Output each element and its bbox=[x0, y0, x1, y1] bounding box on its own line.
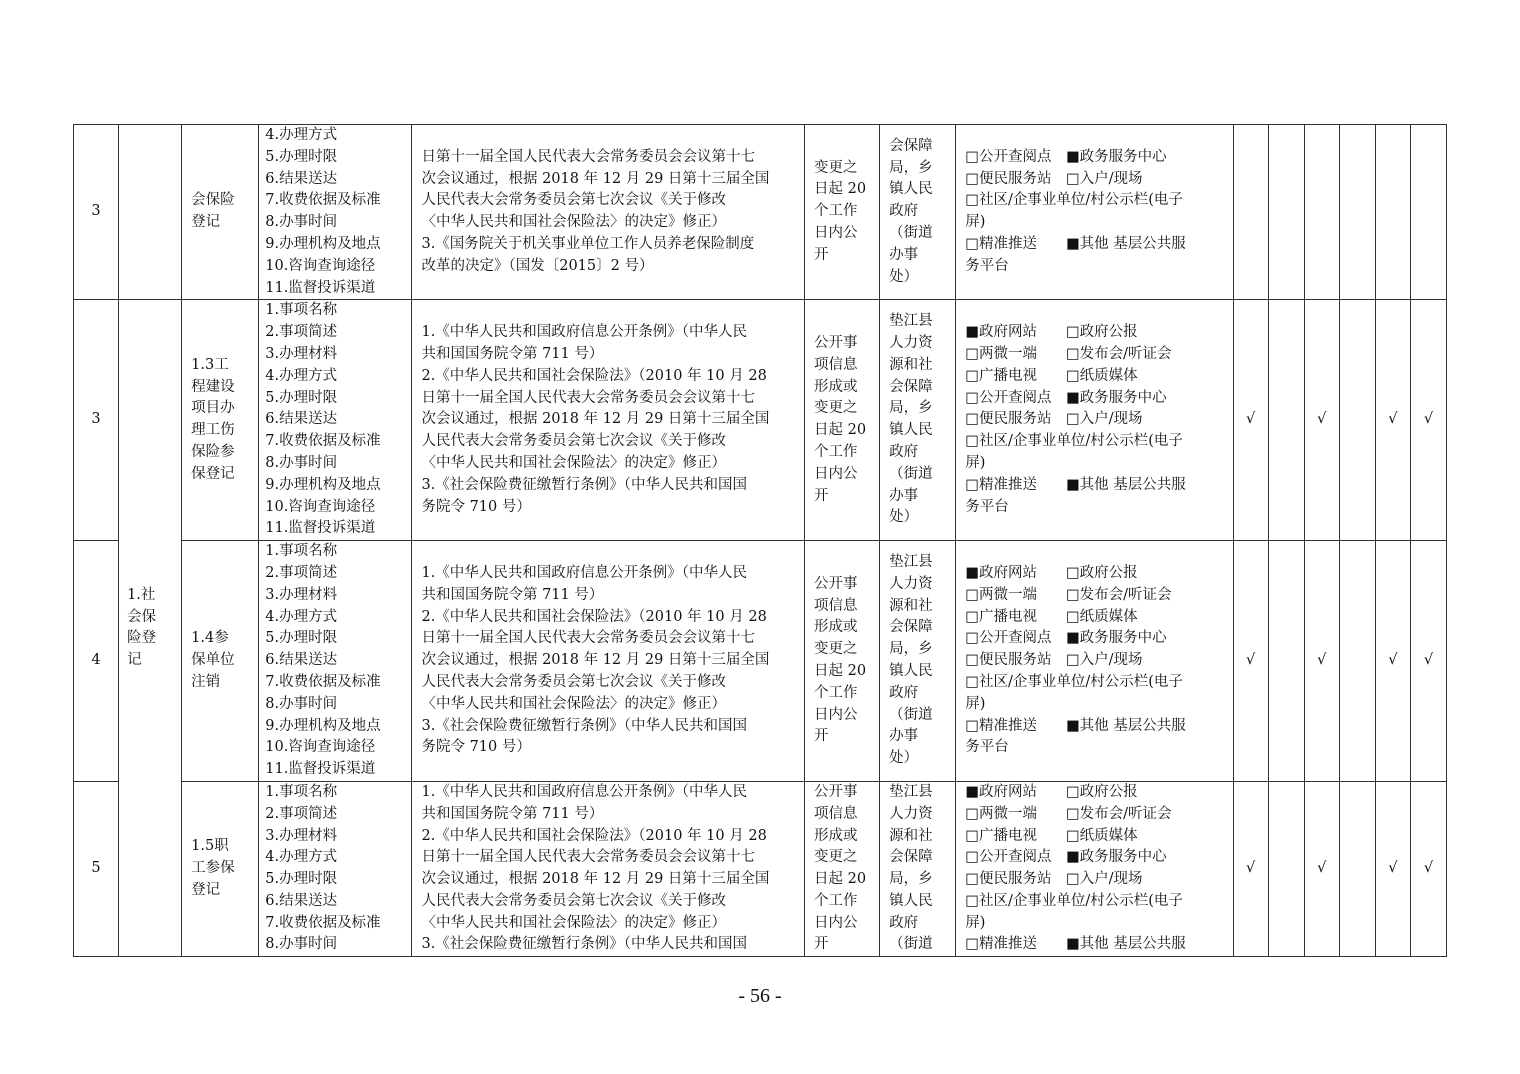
basis-line: 次会议通过，根据 2018 年 12 月 29 日第十三届全国 bbox=[421, 871, 770, 888]
time-limit-line: 项信息 bbox=[814, 805, 858, 822]
item-name: 1.4参保单位注销 bbox=[191, 630, 235, 690]
time-limit-line: 项信息 bbox=[814, 356, 858, 373]
content-line: 9.办理机构及地点 bbox=[265, 235, 381, 252]
contents-cell bbox=[259, 300, 412, 541]
subject-line: 垫江县 bbox=[889, 313, 933, 330]
content-line: 1.事项名称 bbox=[265, 302, 338, 319]
time-limit-line: 公开事 bbox=[814, 335, 858, 352]
subject-cell bbox=[880, 781, 956, 956]
content-line: 9.办理机构及地点 bbox=[265, 717, 381, 734]
basis-line: 务院令 710 号） bbox=[421, 498, 531, 515]
subject-line: （街道 bbox=[889, 706, 933, 723]
time-limit-line: 变更之 bbox=[814, 641, 858, 658]
basis-line: 日第十一届全国人民代表大会常务委员会会议第十七 bbox=[421, 389, 755, 406]
channel-line: ■政府网站 □政府公报 bbox=[965, 324, 1138, 341]
channel-line: □广播电视 □纸质媒体 bbox=[965, 367, 1138, 384]
check-cell bbox=[1410, 125, 1446, 300]
channel-line: □两微一端 □发布会/听证会 bbox=[965, 586, 1172, 603]
basis-cell bbox=[412, 125, 805, 300]
content-line: 4.办理方式 bbox=[265, 608, 338, 625]
check-cell: √ bbox=[1304, 541, 1339, 782]
time-limit-line: 日起 20 bbox=[814, 422, 867, 439]
subject-line: 政府 bbox=[889, 203, 919, 220]
subject-line: 源和社 bbox=[889, 827, 933, 844]
subject-line: 人力资 bbox=[889, 805, 933, 822]
time-limit-cell bbox=[805, 541, 880, 782]
time-limit-cell bbox=[805, 300, 880, 541]
item-name-cell bbox=[182, 125, 259, 300]
subject-line: 垫江县 bbox=[889, 783, 933, 800]
subject-line: （街道 bbox=[889, 225, 933, 242]
subject-line: 政府 bbox=[889, 684, 919, 701]
basis-line: 次会议通过，根据 2018 年 12 月 29 日第十三届全国 bbox=[421, 411, 770, 428]
page-number: - 56 - bbox=[738, 985, 782, 1007]
basis-line: 次会议通过，根据 2018 年 12 月 29 日第十三届全国 bbox=[421, 652, 770, 669]
content-line: 3.办理材料 bbox=[265, 827, 338, 844]
time-limit-line: 开 bbox=[814, 246, 829, 263]
content-line: 10.咨询查询途径 bbox=[265, 498, 376, 515]
check-cell: √ bbox=[1304, 781, 1339, 956]
check-cell bbox=[1339, 300, 1375, 541]
content-line: 4.办理方式 bbox=[265, 849, 338, 866]
subject-line: 会保障 bbox=[889, 849, 933, 866]
time-limit-line: 形成或 bbox=[814, 378, 858, 395]
channel-line: □公开查阅点 ■政务服务中心 bbox=[965, 849, 1167, 866]
basis-line: 〈中华人民共和国社会保险法〉的决定》修正） bbox=[421, 914, 726, 931]
time-limit-line: 日内公 bbox=[814, 706, 858, 723]
time-limit-line: 日内公 bbox=[814, 914, 858, 931]
time-limit-line: 开 bbox=[814, 487, 829, 504]
time-limit-line: 形成或 bbox=[814, 619, 858, 636]
basis-line: 〈中华人民共和国社会保险法〉的决定》修正） bbox=[421, 214, 726, 231]
channel-line: 屏) bbox=[965, 914, 986, 931]
basis-line: 〈中华人民共和国社会保险法〉的决定》修正） bbox=[421, 454, 726, 471]
row-number-cell: 4 bbox=[74, 541, 119, 782]
subject-line: 局，乡 bbox=[889, 641, 933, 658]
channels-cell bbox=[956, 300, 1233, 541]
check-cell: √ bbox=[1375, 300, 1410, 541]
content-line: 8.办事时间 bbox=[265, 214, 338, 231]
basis-line: 人民代表大会常务委员会第七次会议《关于修改 bbox=[421, 673, 726, 690]
time-limit-line: 公开事 bbox=[814, 783, 858, 800]
contents-cell bbox=[259, 125, 412, 300]
basis-line: 次会议通过，根据 2018 年 12 月 29 日第十三届全国 bbox=[421, 170, 770, 187]
channel-line: □精准推送 ■其他 基层公共服 bbox=[965, 936, 1186, 953]
subject-cell bbox=[880, 300, 956, 541]
subject-line: 人力资 bbox=[889, 575, 933, 592]
subject-line: 政府 bbox=[889, 444, 919, 461]
subject-line: 镇人民 bbox=[889, 663, 933, 680]
subject-line: 局，乡 bbox=[889, 400, 933, 417]
basis-line: 〈中华人民共和国社会保险法〉的决定》修正） bbox=[421, 695, 726, 712]
time-limit-line: 开 bbox=[814, 728, 829, 745]
time-limit-line: 项信息 bbox=[814, 597, 858, 614]
content-line: 5.办理时限 bbox=[265, 630, 338, 647]
content-line: 6.结果送达 bbox=[265, 652, 338, 669]
item-name: 1.5职工参保登记 bbox=[191, 838, 235, 898]
check-cell: √ bbox=[1233, 781, 1268, 956]
content-line: 9.办理机构及地点 bbox=[265, 476, 381, 493]
channel-line: ■政府网站 □政府公报 bbox=[965, 564, 1138, 581]
check-cell bbox=[1268, 541, 1304, 782]
check-cell: √ bbox=[1233, 300, 1268, 541]
channel-line: 屏) bbox=[965, 214, 986, 231]
subject-line: 会保障 bbox=[889, 619, 933, 636]
channel-line: □社区/企事业单位/村公示栏(电子 bbox=[965, 673, 1183, 690]
channel-line: □精准推送 ■其他 基层公共服 bbox=[965, 717, 1186, 734]
check-cell: √ bbox=[1410, 781, 1446, 956]
time-limit-line: 个工作 bbox=[814, 203, 858, 220]
check-cell bbox=[1304, 125, 1339, 300]
basis-cell bbox=[412, 541, 805, 782]
time-limit-line: 变更之 bbox=[814, 159, 858, 176]
content-line: 6.结果送达 bbox=[265, 892, 338, 909]
content-line: 6.结果送达 bbox=[265, 170, 338, 187]
time-limit-line: 日起 20 bbox=[814, 871, 867, 888]
basis-line: 2.《中华人民共和国社会保险法》（2010 年 10 月 28 bbox=[421, 827, 767, 844]
basis-line: 改革的决定》（国发〔2015〕2 号） bbox=[421, 257, 654, 274]
check-cell bbox=[1339, 781, 1375, 956]
subject-line: 局，乡 bbox=[889, 871, 933, 888]
channel-line: □便民服务站 □入户/现场 bbox=[965, 652, 1143, 669]
subject-line: 处） bbox=[889, 750, 919, 767]
time-limit-line: 变更之 bbox=[814, 400, 858, 417]
row-number-cell: 3 bbox=[74, 125, 119, 300]
table-row bbox=[74, 781, 1447, 956]
channel-line: □公开查阅点 ■政务服务中心 bbox=[965, 630, 1167, 647]
basis-line: 1.《中华人民共和国政府信息公开条例》（中华人民 bbox=[421, 324, 748, 341]
check-cell: √ bbox=[1375, 541, 1410, 782]
channel-line: □广播电视 □纸质媒体 bbox=[965, 608, 1138, 625]
time-limit-line: 开 bbox=[814, 936, 829, 953]
basis-line: 人民代表大会常务委员会第七次会议《关于修改 bbox=[421, 433, 726, 450]
channel-line: □广播电视 □纸质媒体 bbox=[965, 827, 1138, 844]
content-line: 5.办理时限 bbox=[265, 389, 338, 406]
subject-line: 垫江县 bbox=[889, 554, 933, 571]
content-line: 4.办理方式 bbox=[265, 127, 338, 143]
content-line: 8.办事时间 bbox=[265, 454, 338, 471]
basis-line: 共和国国务院令第 711 号） bbox=[421, 805, 604, 822]
time-limit-cell bbox=[805, 781, 880, 956]
subject-line: （街道 bbox=[889, 465, 933, 482]
time-limit-cell bbox=[805, 125, 880, 300]
basis-cell bbox=[412, 300, 805, 541]
basis-line: 3.《社会保险费征缴暂行条例》（中华人民共和国国 bbox=[421, 476, 748, 493]
basis-line: 务院令 710 号） bbox=[421, 739, 531, 756]
time-limit-line: 形成或 bbox=[814, 827, 858, 844]
time-limit-line: 个工作 bbox=[814, 444, 858, 461]
basis-line: 人民代表大会常务委员会第七次会议《关于修改 bbox=[421, 192, 726, 209]
check-cell: √ bbox=[1304, 300, 1339, 541]
subject-line: 人力资 bbox=[889, 335, 933, 352]
channel-line: □社区/企事业单位/村公示栏(电子 bbox=[965, 433, 1183, 450]
basis-line: 3.《社会保险费征缴暂行条例》（中华人民共和国国 bbox=[421, 936, 748, 953]
content-line: 2.事项简述 bbox=[265, 564, 338, 581]
subject-line: 源和社 bbox=[889, 356, 933, 373]
time-limit-line: 公开事 bbox=[814, 575, 858, 592]
basis-line: 2.《中华人民共和国社会保险法》（2010 年 10 月 28 bbox=[421, 367, 767, 384]
channel-line: 屏) bbox=[965, 695, 986, 712]
time-limit-line: 日起 20 bbox=[814, 181, 867, 198]
channels-cell bbox=[956, 541, 1233, 782]
subject-line: 会保障 bbox=[889, 378, 933, 395]
channel-line: □社区/企事业单位/村公示栏(电子 bbox=[965, 892, 1183, 909]
channel-line: 务平台 bbox=[965, 739, 1009, 756]
content-line: 8.办事时间 bbox=[265, 695, 338, 712]
subject-line: 办事 bbox=[889, 246, 919, 263]
channel-line: 屏) bbox=[965, 454, 986, 471]
basis-line: 共和国国务院令第 711 号） bbox=[421, 345, 604, 362]
content-line: 8.办事时间 bbox=[265, 936, 338, 953]
content-line: 7.收费依据及标准 bbox=[265, 433, 381, 450]
item-name-cell bbox=[182, 781, 259, 956]
content-line: 2.事项简述 bbox=[265, 805, 338, 822]
check-cell bbox=[1268, 125, 1304, 300]
category-label: 1.社会保险登记 bbox=[127, 586, 157, 669]
basis-line: 日第十一届全国人民代表大会常务委员会会议第十七 bbox=[421, 630, 755, 647]
subject-line: 办事 bbox=[889, 728, 919, 745]
content-line: 5.办理时限 bbox=[265, 148, 338, 165]
subject-line: 源和社 bbox=[889, 597, 933, 614]
subject-cell bbox=[880, 541, 956, 782]
content-line: 7.收费依据及标准 bbox=[265, 673, 381, 690]
basis-line: 共和国国务院令第 711 号） bbox=[421, 586, 604, 603]
channel-line: □精准推送 ■其他 基层公共服 bbox=[965, 235, 1186, 252]
check-cell bbox=[1375, 125, 1410, 300]
content-line: 10.咨询查询途径 bbox=[265, 739, 376, 756]
row-number-cell: 5 bbox=[74, 781, 119, 956]
channel-line: □精准推送 ■其他 基层公共服 bbox=[965, 476, 1186, 493]
time-limit-line: 日内公 bbox=[814, 465, 858, 482]
subject-line: 镇人民 bbox=[889, 181, 933, 198]
subject-line: 处） bbox=[889, 509, 919, 526]
channel-line: □便民服务站 □入户/现场 bbox=[965, 411, 1143, 428]
channels-cell bbox=[956, 781, 1233, 956]
subject-line: 政府 bbox=[889, 914, 919, 931]
basis-line: 日第十一届全国人民代表大会常务委员会会议第十七 bbox=[421, 849, 755, 866]
basis-line: 日第十一届全国人民代表大会常务委员会会议第十七 bbox=[421, 148, 755, 165]
subject-line: 镇人民 bbox=[889, 422, 933, 439]
check-cell bbox=[1268, 300, 1304, 541]
category-cell bbox=[119, 300, 182, 957]
subject-line: 处） bbox=[889, 268, 919, 285]
basis-cell bbox=[412, 781, 805, 956]
check-cell bbox=[1268, 781, 1304, 956]
content-line: 3.办理材料 bbox=[265, 345, 338, 362]
basis-line: 人民代表大会常务委员会第七次会议《关于修改 bbox=[421, 892, 726, 909]
time-limit-line: 日内公 bbox=[814, 225, 858, 242]
subject-line: 局，乡 bbox=[889, 159, 933, 176]
basis-line: 1.《中华人民共和国政府信息公开条例》（中华人民 bbox=[421, 783, 748, 800]
row-number-cell: 3 bbox=[74, 300, 119, 541]
contents-cell bbox=[259, 541, 412, 782]
table-row bbox=[74, 125, 1447, 300]
table-row bbox=[74, 541, 1447, 782]
time-limit-line: 个工作 bbox=[814, 684, 858, 701]
subject-line: 办事 bbox=[889, 487, 919, 504]
content-line: 1.事项名称 bbox=[265, 543, 338, 560]
category-cell-top bbox=[119, 125, 182, 300]
basis-line: 3.《社会保险费征缴暂行条例》（中华人民共和国国 bbox=[421, 717, 748, 734]
content-line: 11.监督投诉渠道 bbox=[265, 520, 376, 537]
channel-line: 务平台 bbox=[965, 498, 1009, 515]
channel-line: 务平台 bbox=[965, 257, 1009, 274]
content-line: 6.结果送达 bbox=[265, 411, 338, 428]
content-line: 10.咨询查询途径 bbox=[265, 257, 376, 274]
channel-line: □两微一端 □发布会/听证会 bbox=[965, 805, 1172, 822]
channels-cell bbox=[956, 125, 1233, 300]
check-cell: √ bbox=[1233, 541, 1268, 782]
subject-cell bbox=[880, 125, 956, 300]
channel-line: □两微一端 □发布会/听证会 bbox=[965, 345, 1172, 362]
basis-line: 2.《中华人民共和国社会保险法》（2010 年 10 月 28 bbox=[421, 608, 767, 625]
content-line: 4.办理方式 bbox=[265, 367, 338, 384]
channel-line: □便民服务站 □入户/现场 bbox=[965, 170, 1143, 187]
disclosure-table bbox=[73, 124, 1447, 957]
content-line: 1.事项名称 bbox=[265, 783, 338, 800]
content-line: 11.监督投诉渠道 bbox=[265, 279, 376, 296]
item-name: 1.3工程建设项目办理工伤保险参保登记 bbox=[191, 356, 235, 482]
item-name-cell bbox=[182, 541, 259, 782]
channel-line: □公开查阅点 ■政务服务中心 bbox=[965, 148, 1167, 165]
channel-line: □社区/企事业单位/村公示栏(电子 bbox=[965, 192, 1183, 209]
channel-line: ■政府网站 □政府公报 bbox=[965, 783, 1138, 800]
table-row bbox=[74, 300, 1447, 541]
check-cell: √ bbox=[1410, 541, 1446, 782]
subject-line: （街道 bbox=[889, 936, 933, 953]
content-line: 2.事项简述 bbox=[265, 324, 338, 341]
content-line: 11.监督投诉渠道 bbox=[265, 761, 376, 778]
check-cell bbox=[1233, 125, 1268, 300]
content-line: 5.办理时限 bbox=[265, 871, 338, 888]
content-line: 7.收费依据及标准 bbox=[265, 192, 381, 209]
check-cell bbox=[1339, 125, 1375, 300]
content-line: 7.收费依据及标准 bbox=[265, 914, 381, 931]
subject-line: 会保障 bbox=[889, 137, 933, 154]
channel-line: □公开查阅点 ■政务服务中心 bbox=[965, 389, 1167, 406]
basis-line: 3.《国务院关于机关事业单位工作人员养老保险制度 bbox=[421, 235, 755, 252]
check-cell: √ bbox=[1410, 300, 1446, 541]
time-limit-line: 变更之 bbox=[814, 849, 858, 866]
time-limit-line: 个工作 bbox=[814, 892, 858, 909]
check-cell bbox=[1339, 541, 1375, 782]
channel-line: □便民服务站 □入户/现场 bbox=[965, 871, 1143, 888]
item-name-cell bbox=[182, 300, 259, 541]
item-name: 会保险登记 bbox=[191, 192, 235, 231]
content-line: 3.办理材料 bbox=[265, 586, 338, 603]
subject-line: 镇人民 bbox=[889, 892, 933, 909]
basis-line: 1.《中华人民共和国政府信息公开条例》（中华人民 bbox=[421, 564, 748, 581]
check-cell: √ bbox=[1375, 781, 1410, 956]
contents-cell bbox=[259, 781, 412, 956]
time-limit-line: 日起 20 bbox=[814, 663, 867, 680]
